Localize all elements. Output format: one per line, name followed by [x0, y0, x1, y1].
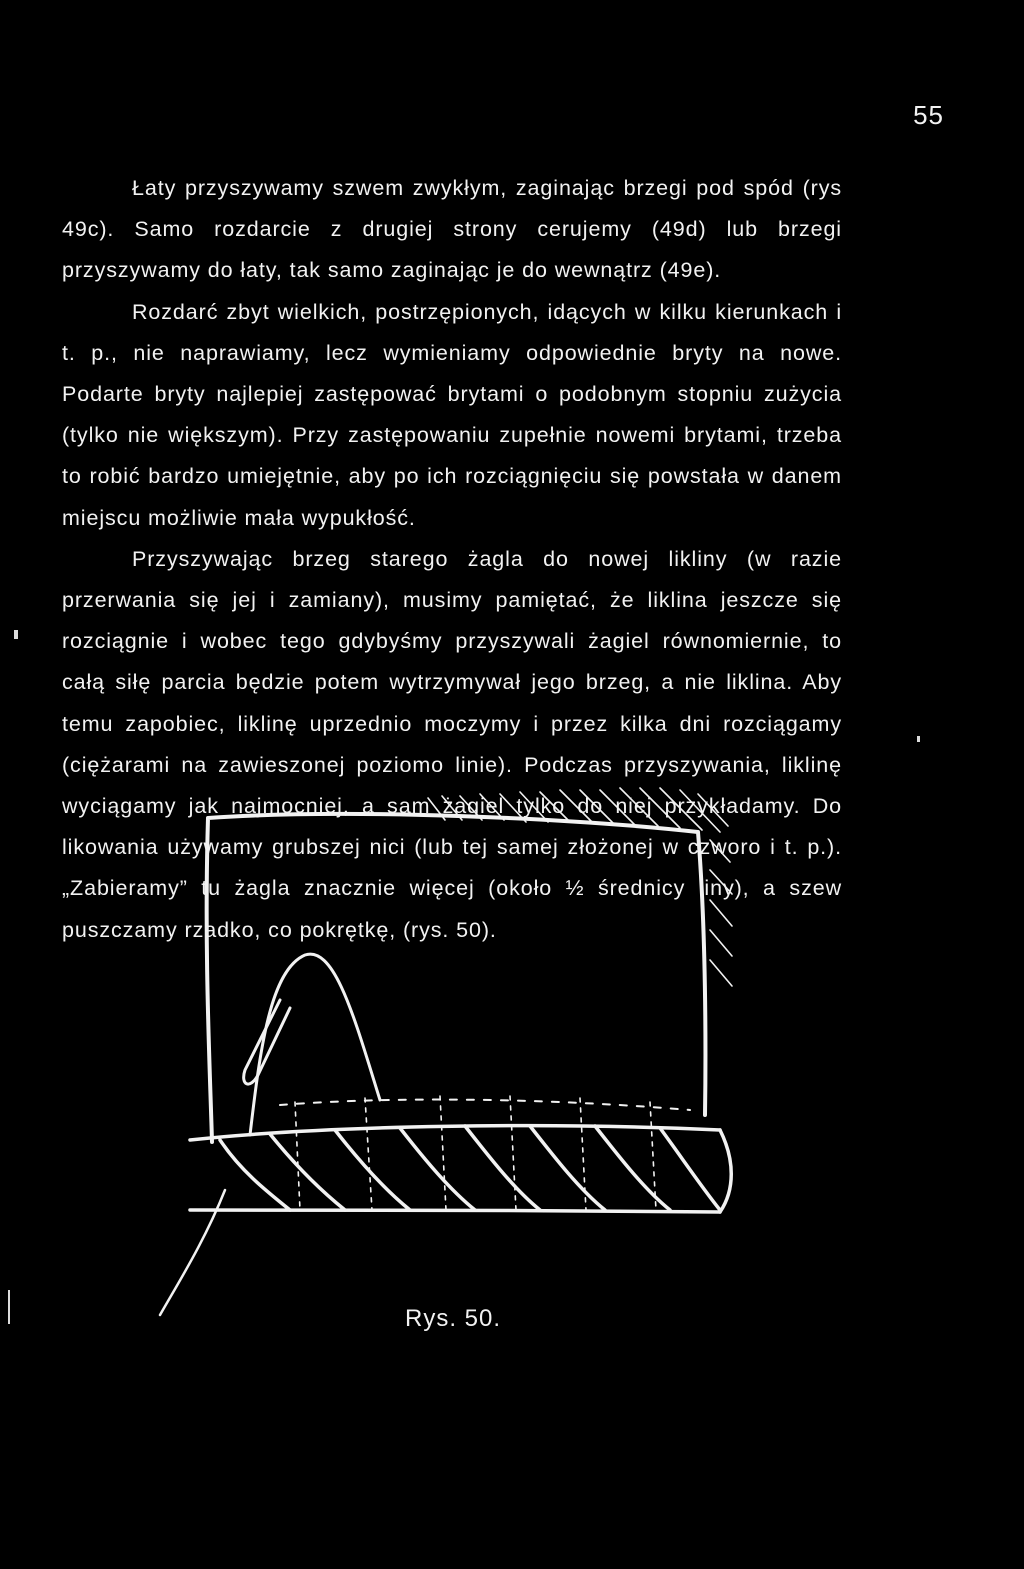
scan-speck — [8, 1290, 10, 1324]
thread — [250, 954, 380, 1135]
needle-icon — [244, 1000, 290, 1084]
sail-sewing-illustration — [150, 770, 750, 1330]
figure-caption: Rys. 50. — [405, 1305, 502, 1332]
bolt-rope — [190, 1126, 731, 1212]
scan-speck — [14, 630, 18, 639]
paragraph-3: Przyszywając brzeg starego żagla do nowej likliny (w razie przerwania się jej i zamiany), musimy pamiętać, że liklina jeszcze się rozciągnie i wobec tego gdybyśmy przyszywali żagiel równomiernie, to całą siłę parcia będzie potem wytrzymywał jego brzeg, a nie liklina. Aby temu zapobiec, liklinę uprzednio moczymy i przez kilka dni rozciągamy (ciężarami na zawieszonej poziomo linie). Podczas przyszywania, liklinę wyciągamy jak najmocniej, a sam żagiel tylko do niej przykładamy. Do likowania używamy grubszej nici (lub tej samej złożonej w czworo i t. p.). „Zabieramy” tu żagla znacznie więcej (około ½ średnicy liny), a szew puszczamy rzadko, co pokrętkę, (rys. 50). — [62, 546, 842, 942]
figure-rys-50 — [150, 770, 750, 1330]
stitch-line — [280, 1100, 690, 1110]
paragraph-2: Rozdarć zbyt wielkich, postrzępionych, idących w kilku kierunkach i t. p., nie naprawiamy, lecz wymieniamy odpowiednie bryty na nowe. Podarte bryty najlepiej zastępować brytami o podobnym stopniu zużycia (tylko nie większym). Przy zastępowaniu zupełnie nowemi brytami, trzeba to robić bardzo umiejętnie, aby po ich rozciągnięciu się powstała w danem miejscu możliwie mała wypukłość. — [62, 299, 842, 530]
scan-speck — [917, 736, 920, 742]
paragraph-1: Łaty przyszywamy szwem zwykłym, zaginając brzegi pod spód (rys 49c). Samo rozdarcie z drugiej strony cerujemy (49d) lub brzegi przyszywamy do łaty, tak samo zaginając je do wewnątrz (49e). — [62, 176, 842, 283]
page-number: 55 — [913, 100, 944, 130]
thread-wraps — [295, 1096, 656, 1210]
